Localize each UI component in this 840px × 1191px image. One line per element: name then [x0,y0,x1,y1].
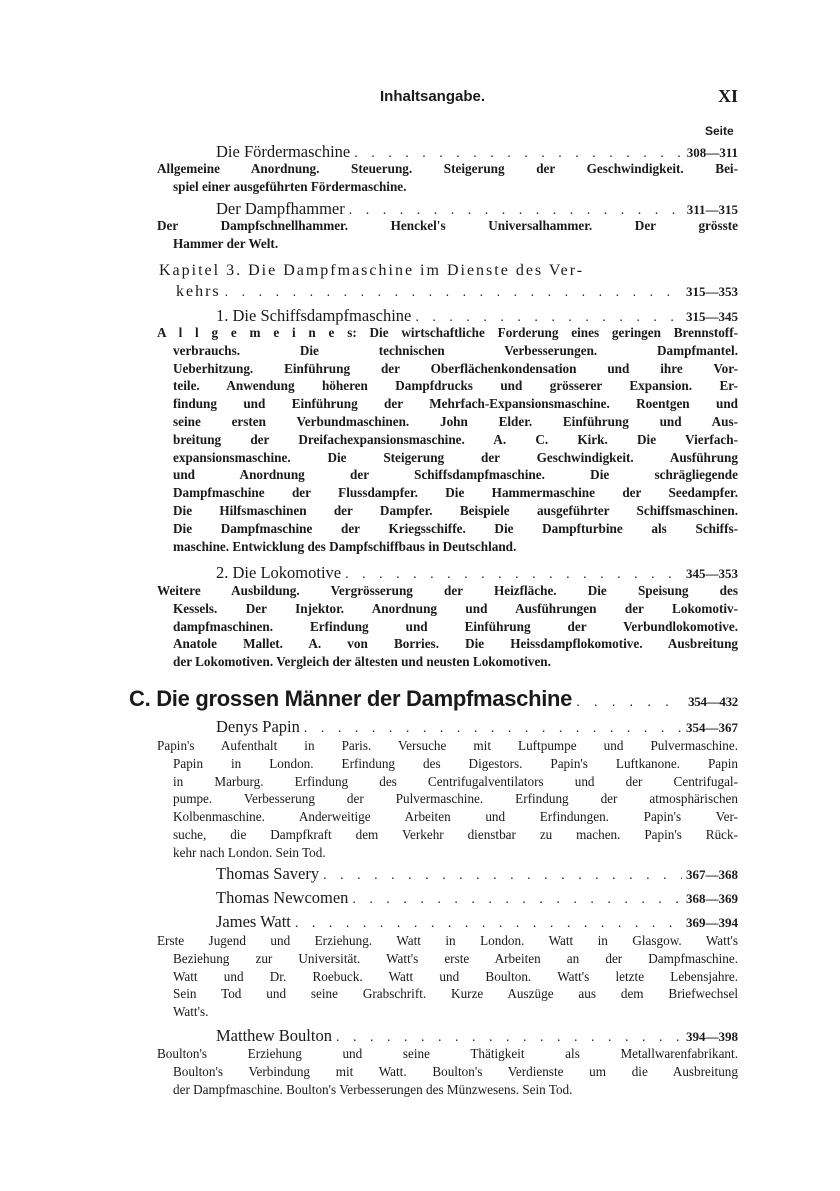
toc-entry-foerdermaschine[interactable] [216,142,738,162]
toc-entry-lokomotive[interactable] [216,563,738,583]
desc-line: und Anordnung der Schiffsdampfmaschine. Die schrägliegende [173,467,738,483]
desc-line: der Lokomotiven. Vergleich der ältesten und neusten Lokomotiven. [173,654,551,670]
desc-line: der Dampfmaschine. Boulton's Verbesserungen des Münzwesens. Sein Tod. [173,1081,573,1097]
entry-title: James Watt [216,912,291,931]
entry-title: Thomas Savery [216,864,320,883]
entry-title: 2. Die Lokomotive [216,563,342,582]
desc-line: pumpe. Verbesserung der Pulvermaschine. Erfindung der atmosphärischen [173,791,738,807]
leader-dots [295,916,682,932]
entry-pages: 354—367 [686,720,738,735]
desc-line: Kolbenmaschine. Anderweitige Arbeiten und Erfindungen. Papin's Ver- [173,809,738,825]
desc-line: Die Hilfsmaschinen der Dampfer. Beispiele ausgeführter Schiffsmaschinen. [173,502,738,518]
desc-line: Watt und Dr. Roebuck. Watt und Boulton. Watt's letzte Lebensjahre. [173,968,738,984]
entry-pages: 367—368 [686,867,738,882]
leader-dots [352,892,682,908]
entry-description [157,737,738,862]
leader-dots [323,868,682,884]
toc-section-c[interactable] [129,686,738,712]
desc-line: maschine. Entwicklung des Dampfschiffbaus in Deutschland. [173,538,517,554]
desc-line: kehr nach London. Sein Tod. [173,844,326,860]
toc-entry-papin[interactable] [216,717,738,737]
running-title: Inhaltsangabe. [380,88,486,105]
entry-title: Matthew Boulton [216,1026,332,1045]
desc-line: seine ersten Verbundmaschinen. John Elder. Einführung und Aus- [173,413,738,429]
desc-line: expansionsmaschine. Die Steigerung der Geschwindigkeit. Ausführung [173,449,738,465]
toc-entry-schiffsdampfmaschine[interactable] [216,306,738,326]
desc-line: in Marburg. Erfindung des Centrifugalventilators und der Centrifugal- [173,773,738,789]
desc-line: breitung der Dreifachexpansionsmaschine. A. C. Kirk. Die Vierfach- [173,431,738,447]
desc-line: Papin's Aufenthalt in Paris. Versuche mit Luftpumpe und Pulvermaschine. [157,738,738,753]
desc-line: Papin in London. Erfindung des Digestors. Papin's Luftkanone. Papin [173,755,738,771]
chapter-title-cont: kehrs [176,283,221,300]
entry-pages: 369—394 [686,915,738,930]
desc-line: Die Dampfmaschine der Kriegsschiffe. Die Dampfturbine als Schiffs- [173,520,738,536]
leader-dots [304,721,682,737]
desc-line: suche, die Dampfkraft dem Verkehr dienstbar zu machen. Papin's Rück- [173,826,738,842]
desc-line: Beziehung zur Universität. Watt's erste Arbeiten an der Dampfmaschine. [173,950,738,966]
entry-description [157,932,738,1021]
desc-line: Erste Jugend und Erziehung. Watt in London. Watt in Glasgow. Watt's [157,933,738,948]
entry-pages: 308—311 [686,145,738,160]
desc-line: Watt's. [173,1004,209,1020]
section-title: C. Die grossen Männer der Dampfmaschine [129,686,573,711]
desc-line: A l l g e m e i n e s: Die wirtschaftliche Forderung eines geringen Brennstoff- [157,325,738,340]
desc-line: Weitere Ausbildung. Vergrösserung der Heizfläche. Die Speisung des [157,583,738,598]
desc-line: spiel einer ausgeführten Fördermaschine. [173,178,407,194]
entry-pages: 315—353 [686,284,738,299]
desc-line: Der Dampfschnellhammer. Henckel's Universalhammer. Der grösste [157,218,738,233]
leader-dots [345,567,682,583]
desc-line: teile. Anwendung höheren Dampfdrucks und grösserer Expansion. Er- [173,378,738,394]
toc-entry-newcomen[interactable] [216,888,738,908]
desc-line: Sein Tod und seine Grabschrift. Kurze Auszüge aus dem Briefwechsel [173,986,738,1002]
leader-dots [576,693,684,709]
leader-dots [336,1030,682,1046]
toc-entry-savery[interactable] [216,864,738,884]
entry-pages: 315—345 [686,309,738,324]
entry-title: Der Dampfhammer [216,199,345,218]
desc-line: Hammer der Welt. [173,235,279,251]
page-number: XI [718,86,739,106]
desc-line: Boulton's Verbindung mit Watt. Boulton's Verdienste um die Ausbreitung [173,1063,738,1079]
toc-entry-watt[interactable] [216,912,738,932]
toc-chapter-3[interactable] [159,262,738,280]
desc-line: Anatole Mallet. A. von Borries. Die Heissdampflokomotive. Ausbreitung [173,636,738,652]
desc-line: dampfmaschinen. Erfindung und Einführung der Verbundlokomotive. [173,618,738,634]
toc-entry-dampfhammer[interactable] [216,199,738,219]
desc-line: findung und Einführung der Mehrfach-Expansionsmaschine. Roentgen und [173,396,738,412]
page-header [0,88,840,110]
entry-pages: 311—315 [686,202,738,217]
toc-chapter-3-cont[interactable] [176,283,738,301]
leader-dots [225,285,682,301]
desc-line: verbrauchs. Die technischen Verbesserungen. Dampfmantel. [173,342,738,358]
desc-line: Ueberhitzung. Einführung der Oberflächenkondensation und ihre Vor- [173,360,738,376]
entry-pages: 345—353 [686,566,738,581]
entry-pages: 394—398 [686,1029,738,1044]
entry-description [157,160,738,196]
page-column-label: Seite [705,124,734,138]
desc-line: Boulton's Erziehung und seine Thätigkeit als Metallwarenfabrikant. [157,1046,738,1061]
entry-description [157,582,738,671]
entry-description [157,217,738,253]
entry-pages: 354—432 [688,694,738,709]
toc-entry-boulton[interactable] [216,1026,738,1046]
desc-line: Allgemeine Anordnung. Steuerung. Steigerung der Geschwindigkeit. Bei- [157,161,738,176]
entry-description [157,1045,738,1098]
entry-title: Die Fördermaschine [216,142,351,161]
entry-title: Denys Papin [216,717,300,736]
entry-title: Thomas Newcomen [216,888,349,907]
chapter-title: Kapitel 3. Die Dampfmaschine im Dienste des Ver- [159,262,585,279]
entry-pages: 368—369 [686,891,738,906]
entry-description [157,324,738,555]
desc-line: Dampfmaschine der Flussdampfer. Die Hammermaschine der Seedampfer. [173,485,738,501]
desc-line: Kessels. Der Injektor. Anordnung und Ausführungen der Lokomotiv- [173,600,738,616]
entry-title: 1. Die Schiffsdampfmaschine [216,306,412,325]
